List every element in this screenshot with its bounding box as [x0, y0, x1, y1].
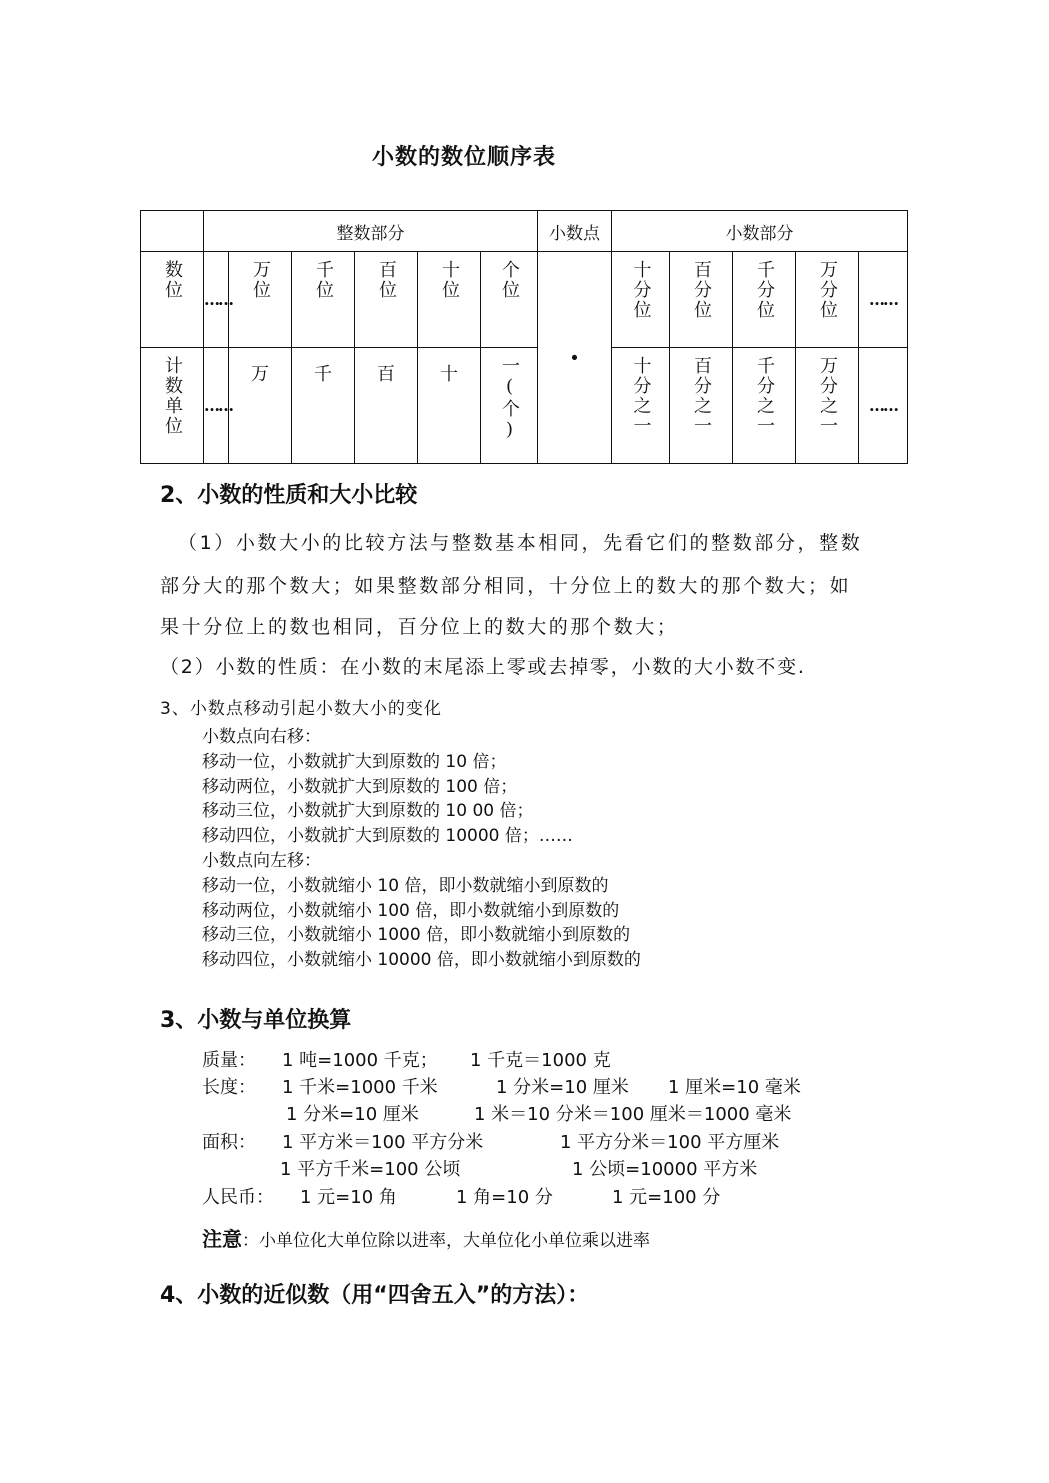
note-label: 注意 — [202, 1227, 242, 1251]
place-cell: 千位 — [292, 252, 355, 348]
section-2-heading: 2、小数的性质和大小比较 — [160, 483, 418, 508]
place-value-table — [140, 210, 908, 464]
unit-cell: 百 — [355, 348, 418, 464]
place-cell: 十分位 — [612, 252, 670, 348]
paragraph-line: 部分大的那个数大；如果整数部分相同，十分位上的数大的那个数大；如 — [160, 575, 852, 597]
row-label-unit: 计数单位 — [141, 348, 204, 464]
row-label-place: 数位 — [141, 252, 204, 348]
unit-cell: 千 — [292, 348, 355, 464]
list-item: 移动三位，小数就缩小 1000 倍，即小数就缩小到原数的 — [202, 925, 631, 946]
paragraph-line: （1）小数大小的比较方法与整数基本相同，先看它们的整数部分，整数 — [178, 532, 863, 554]
decimal-point-header: 小数点 — [538, 211, 612, 252]
decimal-point-cell: · — [538, 252, 612, 464]
paragraph-line: （2）小数的性质：在小数的末尾添上零或去掉零，小数的大小数不变. — [160, 656, 806, 678]
page-title: 小数的数位顺序表 — [372, 145, 557, 170]
note-text: ：小单位化大单位除以进率，大单位化小单位乘以进率 — [242, 1231, 650, 1251]
list-item: 移动两位，小数就缩小 100 倍，即小数就缩小到原数的 — [202, 900, 620, 921]
conversion-item: 1 分米=10 厘米 — [496, 1077, 629, 1098]
conversion-item: 1 平方分米＝100 平方厘米 — [560, 1132, 780, 1153]
mass-label: 质量： — [202, 1050, 256, 1071]
place-cell: 千分位 — [733, 252, 796, 348]
section-3b-heading: 3、小数与单位换算 — [160, 1008, 352, 1033]
list-item: 移动三位，小数就扩大到原数的 10 00 倍； — [202, 801, 534, 822]
conversion-item: 1 厘米=10 毫米 — [668, 1077, 801, 1098]
area-label: 面积： — [202, 1132, 256, 1153]
decimal-shift-list — [202, 725, 641, 973]
section-3a-heading: 3、小数点移动引起小数大小的变化 — [160, 699, 442, 719]
list-item: 移动一位，小数就扩大到原数的 10 倍； — [202, 751, 507, 772]
unit-cell: 万分之一 — [796, 348, 859, 464]
list-item: 移动四位，小数就缩小 10000 倍，即小数就缩小到原数的 — [202, 950, 641, 971]
unit-cell: 十分之一 — [612, 348, 670, 464]
conversion-item: 1 分米=10 厘米 — [286, 1104, 419, 1125]
list-item: 移动一位，小数就缩小 10 倍，即小数就缩小到原数的 — [202, 875, 609, 896]
list-item: 小数点向左移： — [202, 850, 321, 871]
conversion-item: 1 角=10 分 — [456, 1187, 553, 1208]
conversion-item: 1 平方米＝100 平方分米 — [282, 1132, 484, 1153]
conversion-item: 1 元=100 分 — [612, 1187, 721, 1208]
place-cell: 百位 — [355, 252, 418, 348]
place-cell: 万位 — [229, 252, 292, 348]
conversion-item: 1 平方千米=100 公顷 — [280, 1159, 461, 1180]
place-cell: 个位 — [481, 252, 538, 348]
place-cell: 百分位 — [670, 252, 733, 348]
conversion-item: 1 千克＝1000 克 — [470, 1050, 611, 1071]
unit-cell: 百分之一 — [670, 348, 733, 464]
ellipsis-cell: …… — [859, 348, 908, 464]
conversion-item: 1 米＝10 分米＝100 厘米＝1000 毫米 — [474, 1104, 792, 1125]
unit-cell: 千分之一 — [733, 348, 796, 464]
ellipsis-cell: …… — [204, 252, 229, 348]
ellipsis-cell: …… — [204, 348, 229, 464]
length-label: 长度： — [202, 1077, 256, 1098]
place-cell: 万分位 — [796, 252, 859, 348]
place-cell: 十位 — [418, 252, 481, 348]
list-item: 小数点向右移： — [202, 727, 321, 747]
list-item: 移动两位，小数就扩大到原数的 100 倍； — [202, 776, 518, 797]
unit-cell: 一(个) — [481, 348, 538, 464]
unit-cell: 十 — [418, 348, 481, 464]
ellipsis-cell: …… — [859, 252, 908, 348]
conversion-item: 1 公顷=10000 平方米 — [572, 1159, 758, 1180]
list-item: 移动四位，小数就扩大到原数的 10000 倍；…… — [202, 826, 573, 847]
conversion-item: 1 千米=1000 千米 — [282, 1077, 438, 1098]
rmb-label: 人民币： — [202, 1187, 274, 1208]
decimal-part-header: 小数部分 — [612, 211, 908, 252]
paragraph-line: 果十分位上的数也相同，百分位上的数大的那个数大； — [160, 616, 679, 638]
note-line — [202, 1223, 650, 1252]
conversion-item: 1 吨=1000 千克； — [282, 1050, 438, 1071]
integer-part-header: 整数部分 — [204, 211, 538, 252]
table-corner-cell — [141, 211, 204, 252]
section-4-heading: 4、小数的近似数（用“四舍五入”的方法）： — [160, 1283, 590, 1308]
unit-cell: 万 — [229, 348, 292, 464]
conversion-item: 1 元=10 角 — [300, 1187, 397, 1208]
